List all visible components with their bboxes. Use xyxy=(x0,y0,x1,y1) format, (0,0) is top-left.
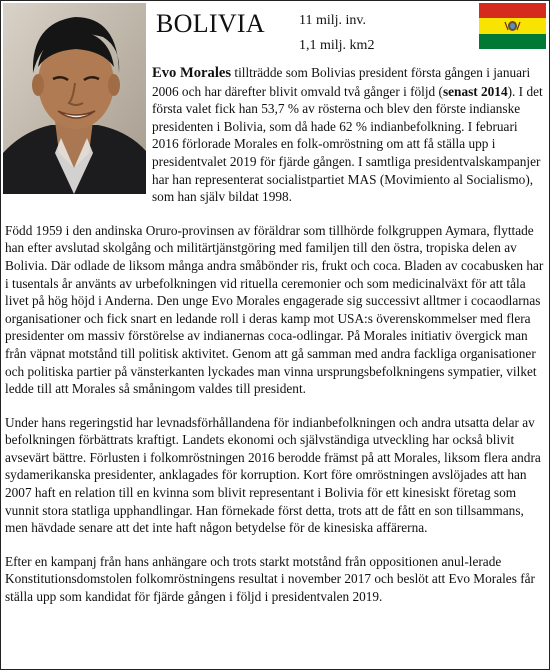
country-title: BOLIVIA xyxy=(156,9,265,38)
paragraph-2: Född 1959 i den andinska Oruro-provinsen av föräldrar som tillhörde folkgruppen Aymara, flyttade han efter avslutad skolgång och militärtjänstgöring med familjen till den östra, tropiska delen av Bolivia. Där odlade de liksom många andra småbönder ris, frukt och coca. Bladen av cocabusken har i tusentals år använts av urbefolkningen vid rituella ceremonier och som medicinalväxt för att tåla livet på hög höjd i Anderna. Den unge Evo Morales engagerade sig successivt alltmer i cocaodlarnas organisationer och fick snart en ledande roll i deras kamp mot USA:s överenskommelser med flera presidenter om massiv förstörelse av indianernas coca-odlingar. På Morales initiativ övergick man från väpnat motstånd till politisk aktivitet. Genom att gå samman med andra fackliga organisationer och politiska partier på vänsterkanten lyckades man vinna ursprungsbefolkningens sympatier, vilket ledde till att Morales så småningom valdes till president. xyxy=(5,222,544,397)
flag-band-red xyxy=(479,3,546,18)
coat-of-arms-icon xyxy=(479,18,546,34)
paragraph-1: Evo Morales tillträdde som Bolivias president första gången i januari 2006 och har därefter blivit omvald två gånger i följd (senast 2014). I det första valet fick han 53,7 % av rösterna och blev den förste indianske presidenten i Bolivia, som då hade 62 % indianbefolkning. I februari 2016 förlorade Morales en folk-omröstning om att få ställa upp i presidentvalet 2019 för fjärde gången. I samtliga presidentvalskampanjer har han representerat socialistpartiet MAS (Movimiento al Socialismo), som han själv bildat 1998. xyxy=(152,65,543,205)
country-facts xyxy=(299,8,374,58)
latest-year: senast 2014 xyxy=(442,83,508,99)
flag-band-green xyxy=(479,34,546,49)
area-value: 1,1 milj. km2 xyxy=(299,38,375,53)
lead-name: Evo Morales xyxy=(152,65,232,81)
population-value: 11 milj. inv. xyxy=(299,13,367,28)
paragraph-4: Efter en kampanj från hans anhängare och trots starkt motstånd från oppositionen anul-lerade Konstitutionsdomstolen folkomröstningens resultat i november 2017 och beslöt att Evo Morales får ställa upp som kandidat för fjärde gången i följd i presidentvalen 2019. xyxy=(5,553,535,605)
article-body xyxy=(5,64,545,622)
flag-band-yellow xyxy=(479,18,546,33)
paragraph-3: Under hans regeringstid har levnadsförhållandena för indianbefolkningen och andra utsatta delar av befolkningen förbättrats kraftigt. Landets ekonomi och självständiga utveckling har också blivit avsevärt bättre. Förlusten i folkomröstningen 2016 berodde främst på att Morales, liksom flera andra sydamerikanska presidenter, anklagades för korruption. Kort före omröstningen avslöjades att han 2007 haft en relation till en kvinna som blivit representant i Bolivia för ett kinesiskt företag som vunnit stora statliga upphandlingar. Han förnekade först detta, trots att de fått en son tillsammans, men hävdade senare att det inte haft någon betydelse för de kinesiska affärerna. xyxy=(5,414,541,536)
bolivia-flag-icon xyxy=(479,3,546,49)
